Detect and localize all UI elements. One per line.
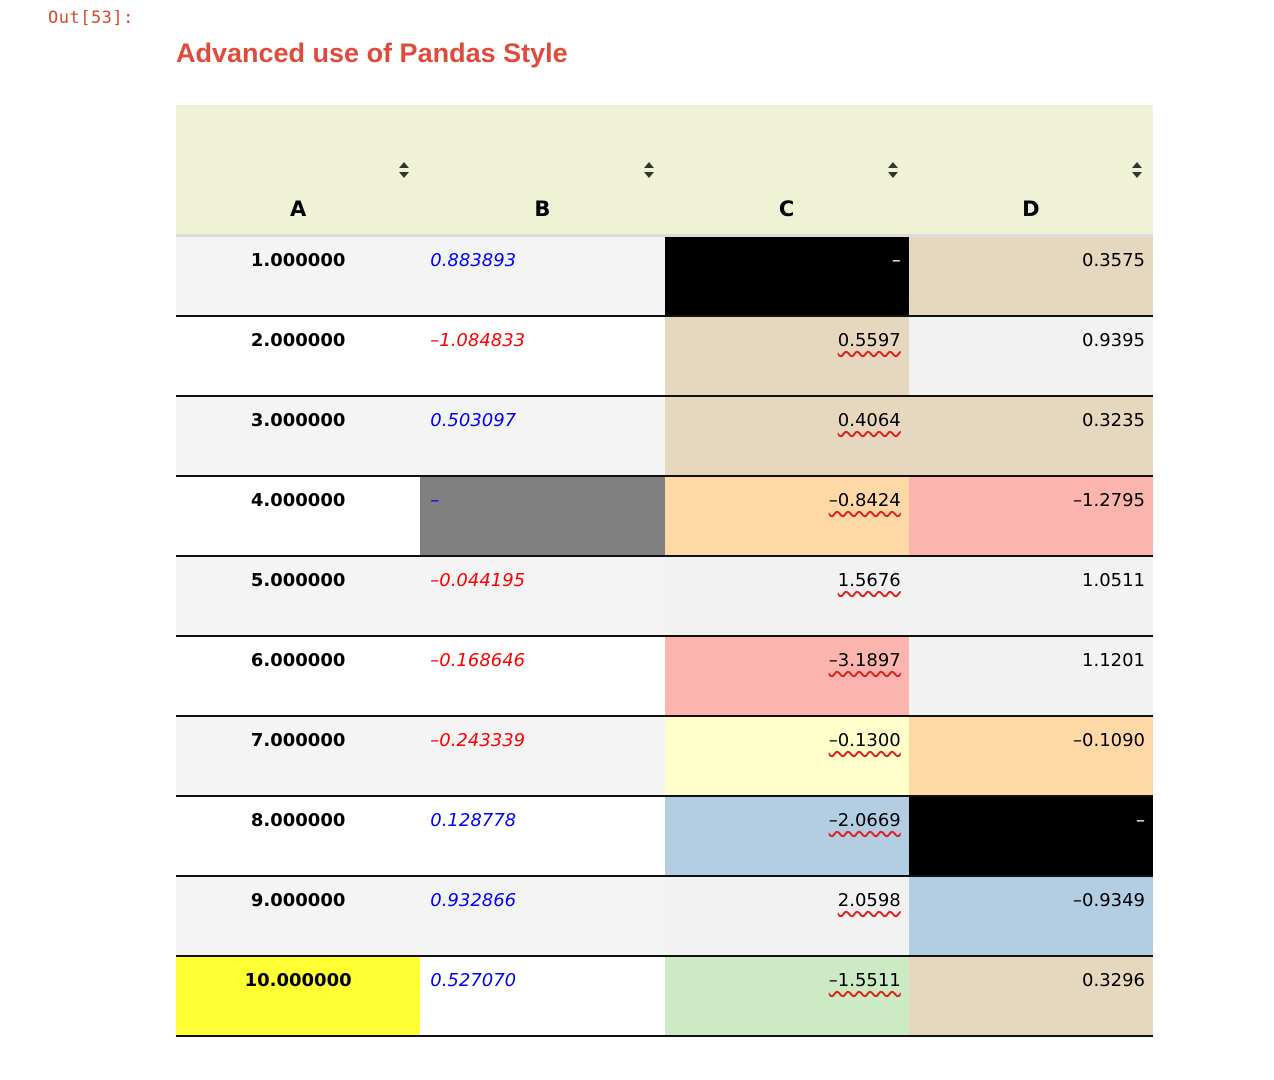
column-header-d[interactable] xyxy=(909,105,1153,236)
cell-d-value: – xyxy=(1136,809,1145,831)
cell-d-value: 0.3235 xyxy=(1082,409,1145,431)
cell-d xyxy=(909,876,1153,956)
cell-c-value xyxy=(665,397,909,432)
cell-d-value: 1.1201 xyxy=(1082,649,1145,671)
column-header-a[interactable] xyxy=(176,105,420,236)
cell-d xyxy=(909,316,1153,396)
header-row xyxy=(176,105,1153,236)
table-row xyxy=(176,796,1153,876)
cell-d-value: 0.3296 xyxy=(1082,969,1145,991)
cell-c-value xyxy=(665,877,909,912)
cell-a xyxy=(176,716,420,796)
cell-d xyxy=(909,636,1153,716)
cell-d xyxy=(909,716,1153,796)
cell-a-value: 7.000000 xyxy=(250,729,346,751)
cell-b-value: 0.932866 xyxy=(430,889,517,911)
spellcheck-underline: 1.5676 xyxy=(837,569,901,591)
spellcheck-underline: 2.0598 xyxy=(837,889,901,911)
cell-a xyxy=(176,316,420,396)
sort-up-down-icon[interactable] xyxy=(398,161,410,179)
cell-d-value: 0.9395 xyxy=(1082,329,1145,351)
cell-a xyxy=(176,476,420,556)
cell-d xyxy=(909,796,1153,876)
cell-b-value: 0.527070 xyxy=(430,969,517,991)
cell-b xyxy=(420,316,664,396)
cell-b xyxy=(420,796,664,876)
cell-c-value xyxy=(665,557,909,592)
cell-a-value: 9.000000 xyxy=(250,889,346,911)
table-body xyxy=(176,236,1153,1036)
column-header-c[interactable] xyxy=(665,105,909,236)
cell-a xyxy=(176,636,420,716)
table-row xyxy=(176,636,1153,716)
table-header xyxy=(176,105,1153,236)
cell-b xyxy=(420,716,664,796)
cell-c-value: – xyxy=(891,250,901,271)
cell-d-value: –0.1090 xyxy=(1073,729,1145,751)
cell-c xyxy=(665,876,909,956)
cell-c xyxy=(665,476,909,556)
cell-b xyxy=(420,236,664,316)
cell-a-value: 5.000000 xyxy=(250,569,346,591)
cell-c-value xyxy=(665,957,909,992)
cell-b-value: –0.243339 xyxy=(430,729,526,751)
cell-a xyxy=(176,236,420,316)
spellcheck-underline: –2.0669 xyxy=(828,809,901,831)
table-row xyxy=(176,316,1153,396)
table-row xyxy=(176,556,1153,636)
cell-c xyxy=(665,796,909,876)
cell-a xyxy=(176,876,420,956)
column-label-d: D xyxy=(1022,197,1040,221)
table-row xyxy=(176,956,1153,1036)
cell-b-value: –0.168646 xyxy=(430,649,526,671)
spellcheck-underline: 0.5597 xyxy=(837,329,901,351)
cell-a xyxy=(176,796,420,876)
column-label-b: B xyxy=(534,197,551,221)
cell-a-value: 2.000000 xyxy=(250,329,346,351)
output-prompt: Out[53]: xyxy=(48,8,134,28)
styled-dataframe-table xyxy=(176,105,1153,1037)
table-row xyxy=(176,236,1153,316)
cell-d-value: 0.3575 xyxy=(1082,250,1145,271)
cell-d-value: –1.2795 xyxy=(1073,489,1145,511)
column-header-b[interactable] xyxy=(420,105,664,236)
cell-b-value: –1.084833 xyxy=(430,329,526,351)
table-row xyxy=(176,876,1153,956)
column-label-c: C xyxy=(778,197,795,221)
table-row xyxy=(176,476,1153,556)
cell-b xyxy=(420,396,664,476)
cell-d xyxy=(909,556,1153,636)
sort-up-down-icon[interactable] xyxy=(887,161,899,179)
cell-b-value: 0.128778 xyxy=(430,809,517,831)
cell-c xyxy=(665,396,909,476)
spellcheck-underline: 0.4064 xyxy=(837,409,901,431)
cell-b-value: 0.883893 xyxy=(430,250,517,271)
cell-c xyxy=(665,636,909,716)
cell-b xyxy=(420,636,664,716)
column-label-a: A xyxy=(289,197,307,221)
cell-b-value: 0.503097 xyxy=(430,409,517,431)
cell-c xyxy=(665,556,909,636)
cell-c-value xyxy=(665,477,909,512)
cell-a xyxy=(176,956,420,1036)
cell-a-value: 3.000000 xyxy=(250,409,346,431)
cell-c-value xyxy=(665,317,909,352)
spellcheck-underline: –1.5511 xyxy=(828,969,901,991)
cell-d xyxy=(909,956,1153,1036)
cell-c xyxy=(665,236,909,316)
cell-a xyxy=(176,396,420,476)
table-caption: Advanced use of Pandas Style xyxy=(176,38,568,68)
cell-c xyxy=(665,316,909,396)
cell-d xyxy=(909,236,1153,316)
cell-a xyxy=(176,556,420,636)
spellcheck-underline: –0.8424 xyxy=(828,489,901,511)
cell-a-value: 1.000000 xyxy=(250,250,346,271)
sort-up-down-icon[interactable] xyxy=(1131,161,1143,179)
cell-b-value: – xyxy=(430,489,440,511)
cell-c xyxy=(665,716,909,796)
cell-a-value: 10.000000 xyxy=(244,969,352,991)
sort-up-down-icon[interactable] xyxy=(643,161,655,179)
cell-a-value: 6.000000 xyxy=(250,649,346,671)
cell-c-value xyxy=(665,797,909,832)
cell-d xyxy=(909,396,1153,476)
cell-d-value: 1.0511 xyxy=(1082,569,1145,591)
cell-b xyxy=(420,876,664,956)
spellcheck-underline: –0.1300 xyxy=(828,729,901,751)
cell-d-value: –0.9349 xyxy=(1073,889,1145,911)
cell-a-value: 8.000000 xyxy=(250,809,346,831)
table-row xyxy=(176,716,1153,796)
cell-c-value xyxy=(665,717,909,752)
cell-c-value xyxy=(665,637,909,672)
cell-b xyxy=(420,956,664,1036)
cell-b xyxy=(420,556,664,636)
cell-b xyxy=(420,476,664,556)
spellcheck-underline: –3.1897 xyxy=(828,649,901,671)
table-row xyxy=(176,396,1153,476)
cell-a-value: 4.000000 xyxy=(250,489,346,511)
cell-d xyxy=(909,476,1153,556)
cell-b-value: –0.044195 xyxy=(430,569,526,591)
cell-c xyxy=(665,956,909,1036)
